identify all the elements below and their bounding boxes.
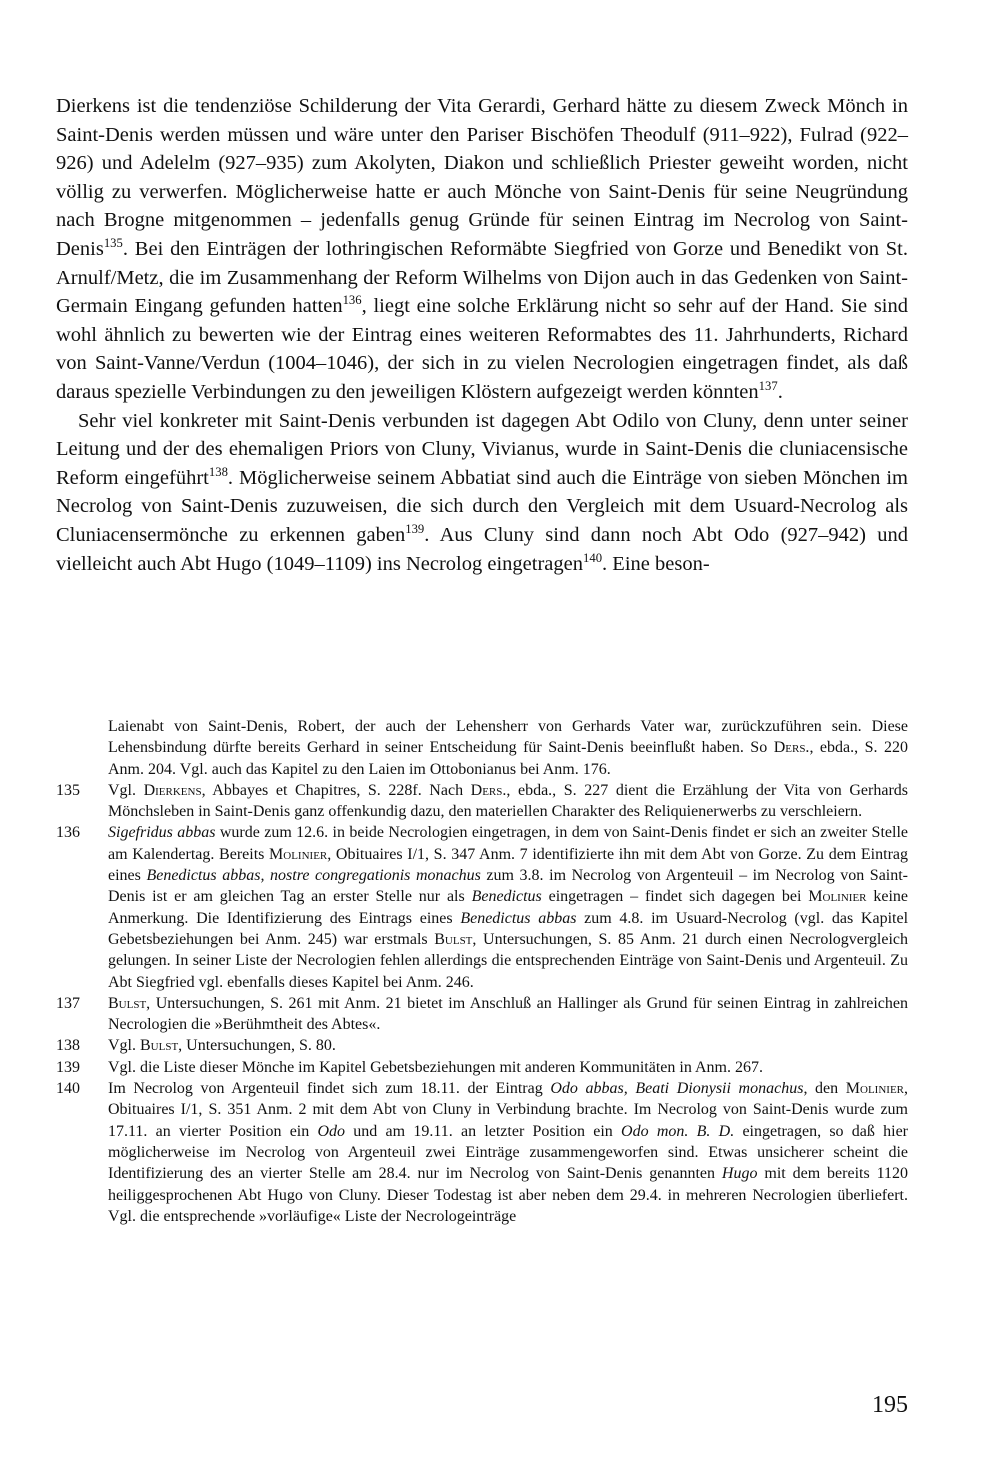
latin-term: Odo abbas, Beati Dionysii monachus [550,1080,804,1098]
text-run: mit dem bereits 1120 heiliggesprochenen Abt Hugo von Cluny. Dieser Todestag ist aber neben dem 29.4. in mehreren Necrologien überliefert. Vgl. die entsprechende »vorläufige« Liste der Necrologeinträge [108,1165,909,1225]
author-name: Bulst [434,930,473,948]
text-run: , Abbayes et Chapitres, S. 228f. Nach [201,781,471,799]
author-name: Ders. [773,739,810,757]
footnote-number: 137 [56,994,80,1012]
footnote-text [108,993,908,1036]
footnote-continuation [108,716,908,780]
text-run: , Untersuchungen, S. 80. [178,1037,336,1055]
footnote-text [108,780,908,823]
text-run: Sehr viel konkreter mit Saint-Denis verbunden ist dagegen Abt Odilo von Cluny, denn unter seiner Leitung und der des ehemaligen Priors von Cluny, Vivianus, wurde in Saint-Denis die cluniacensische Reform eingeführt [56,409,908,489]
footnote-140 [56,1078,908,1227]
text-run: keine Anmerkung. Die Identifizierung des Eintrags eines [108,888,908,927]
author-name: Molinier [845,1080,904,1098]
footnote-139 [56,1057,908,1078]
footnote-text [108,822,908,992]
latin-term: Sigefridus abbas [108,824,216,842]
footnote-ref[interactable]: 140 [582,550,603,565]
text-run: , ebda., S. 220 Anm. 204. Vgl. auch das Kapitel zu den Laien im Ottobonianus bei Anm. 176. [108,739,909,778]
latin-term: Benedictus abbas, nostre congregationis monachus [146,867,481,885]
text-run: Laienabt von Saint-Denis, Robert, der auch der Lehensherr von Gerhards Vater war, zurückzuführen sein. Diese Lehensbindung dürfte bereits Gerhard in seiner Entscheidung für Saint-Denis beeinflußt haben. So [108,718,908,757]
text-run: . Aus Cluny sind dann noch Abt Odo (927–942) und vielleicht auch Abt Hugo (1049–1109) ins Necrolog eingetragen [56,523,909,575]
footnote-ref[interactable]: 135 [103,236,123,251]
footnote-number: 136 [56,824,80,842]
footnote-ref[interactable]: 138 [208,464,228,479]
latin-term: Hugo [721,1165,758,1183]
footnote-ref[interactable]: 136 [342,293,362,308]
latin-term: Odo mon. B. D. [621,1122,735,1140]
footnote-number: 139 [56,1058,80,1076]
author-name: Bulst [140,1037,179,1055]
footnote-number: 138 [56,1037,80,1055]
text-run: wurde zum 12.6. in beide Necrologien eingetragen, in dem von Saint-Denis findet er sich an zweiter Stelle am Kalendertag. Bereits [108,824,908,863]
text-run: Im Necrolog von Argenteuil findet sich zum 18.11. der Eintrag [108,1080,551,1098]
footnote-135 [56,780,908,823]
text-run: , liegt eine solche Erklärung nicht so sehr auf der Hand. Sie sind wohl ähnlich zu bewerten wie der Eintrag eines weiteren Reformabtes des 11. Jahrhunderts, Richard von Saint-Vanne/Verdun (1004–1046), der sich in zu vielen Necrologien eingetragen findet, als daß daraus spezielle Verbindungen zu den jeweiligen Klöstern aufgezeigt werden könnten [56,295,908,403]
text-run: Dierkens ist die tendenziöse Schilderung der Vita Gerardi, Gerhard hätte zu diesem Zweck Mönch in Saint-Denis werden müssen und wäre unter den Pariser Bischöfen Theodulf (911–922), Fulrad (922–926) und Adelelm (927–935) zum Akolyten, Diakon und schließlich Priester geweiht worden, nicht völlig zu verwerfen. Möglicherweise hatte er auch Mönche von Saint-Denis für seine Neugründung nach Brogne mitgenommen – jedenfalls genug Gründe für seinen Eintrag im Necrolog von Saint-Denis [56,95,908,260]
page-number: 195 [872,1392,908,1418]
author-name: Dierkens [143,781,202,799]
author-name: Molinier [269,845,328,863]
text-run: und am 19.11. an letzter Position ein [345,1122,622,1140]
footnote-ref[interactable]: 139 [405,522,425,537]
text-run: eingetragen – findet sich dagegen bei [541,888,809,906]
text-run: Vgl. [108,781,144,799]
footnote-text [108,1035,908,1056]
latin-term: Benedictus [471,888,542,906]
text-run: . Bei den Einträgen der lothringischen Reformäbte Siegfried von Gorze und Benedikt von St. Arnulf/Metz, die im Zusammenhang der Reform Wilhelms von Dijon auch in das Gedenken von Saint-Germain Eingang gefunden hatten [56,237,908,318]
latin-term: Odo [317,1122,346,1140]
footnote-136 [56,822,908,992]
text-run: , Obituaires I/1, S. 351 Anm. 2 mit dem Abt von Cluny in Verbindung brachte. Im Necrolog von Saint-Denis wurde zum 17.11. an vierter Position ein [108,1080,908,1140]
text-run: zum 4.8. im Usuard-Necrolog (vgl. das Kapitel Gebetsbeziehungen bei Anm. 245) war erstmals [108,909,909,948]
footnote-number: 135 [56,781,80,799]
text-run: eingetragen, so daß hier möglicherweise im Necrolog von Argenteuil zwei Einträge zusammengeworfen sind. Etwas unsicherer scheint die Identifizierung des an vierter Stelle am 28.4. nur im Necrolog von Saint-Denis genannten [108,1122,909,1183]
author-name: Bulst [108,994,147,1012]
text-run: , Untersuchungen, S. 85 Anm. 21 durch einen Necrologvergleich gelungen. In seiner Liste der Necrologien fehlen allerdings die entsprechenden Einträge von Saint-Denis und Argenteuil. Zu Abt Siegfried vgl. ebenfalls dieses Kapitel bei Anm. 246. [108,930,908,991]
latin-term: Benedictus abbas [460,909,577,927]
main-text [56,92,908,578]
footnote-137 [56,993,908,1036]
footnote-ref[interactable]: 137 [758,379,778,394]
footnotes [56,716,908,1227]
footnote-138 [56,1035,908,1056]
author-name: Ders. [470,781,507,799]
text-run: , ebda., S. 227 dient die Erzählung der Vita von Gerhards Mönchsleben in Saint-Denis ganz offenkundig dazu, den materiellen Charakter des Reliquienerwerbs zu verschleiern. [108,781,909,821]
text-run: . Möglicherweise seinem Abbatiat sind auch die Einträge von sieben Mönchen im Necrolog von Saint-Denis zuzuweisen, die sich durch den Vergleich mit dem Usuard-Necrolog als Cluniacensermönche zu erkennen gaben [56,466,908,546]
paragraph [56,407,908,579]
text-run: . Eine beson- [602,552,710,575]
footnote-text [108,1078,908,1227]
text-run: , Untersuchungen, S. 261 mit Anm. 21 bietet im Anschluß an Hallinger als Grund für seinen Eintrag in zahlreichen Necrologien die »Berühmtheit des Abtes«. [108,994,908,1034]
paragraph [56,92,908,407]
text-run: Vgl. die Liste dieser Mönche im Kapitel Gebetsbeziehungen mit anderen Kommunitäten in Anm. 267. [108,1058,763,1076]
text-run: zum 3.8. im Necrolog von Argenteuil – im Necrolog von Saint-Denis ist er am gleichen Tag an erster Stelle nur als [108,867,909,906]
text-run: Vgl. [108,1037,140,1055]
footnote-number: 140 [56,1080,80,1098]
author-name: Molinier [808,888,867,906]
text-run: , Obituaires I/1, S. 347 Anm. 7 identifizierte ihn mit dem Abt von Gorze. Zu dem Eintrag eines [108,845,909,885]
text-run: , den [803,1080,846,1098]
text-run: . [777,380,783,403]
footnote-text [108,1057,908,1078]
